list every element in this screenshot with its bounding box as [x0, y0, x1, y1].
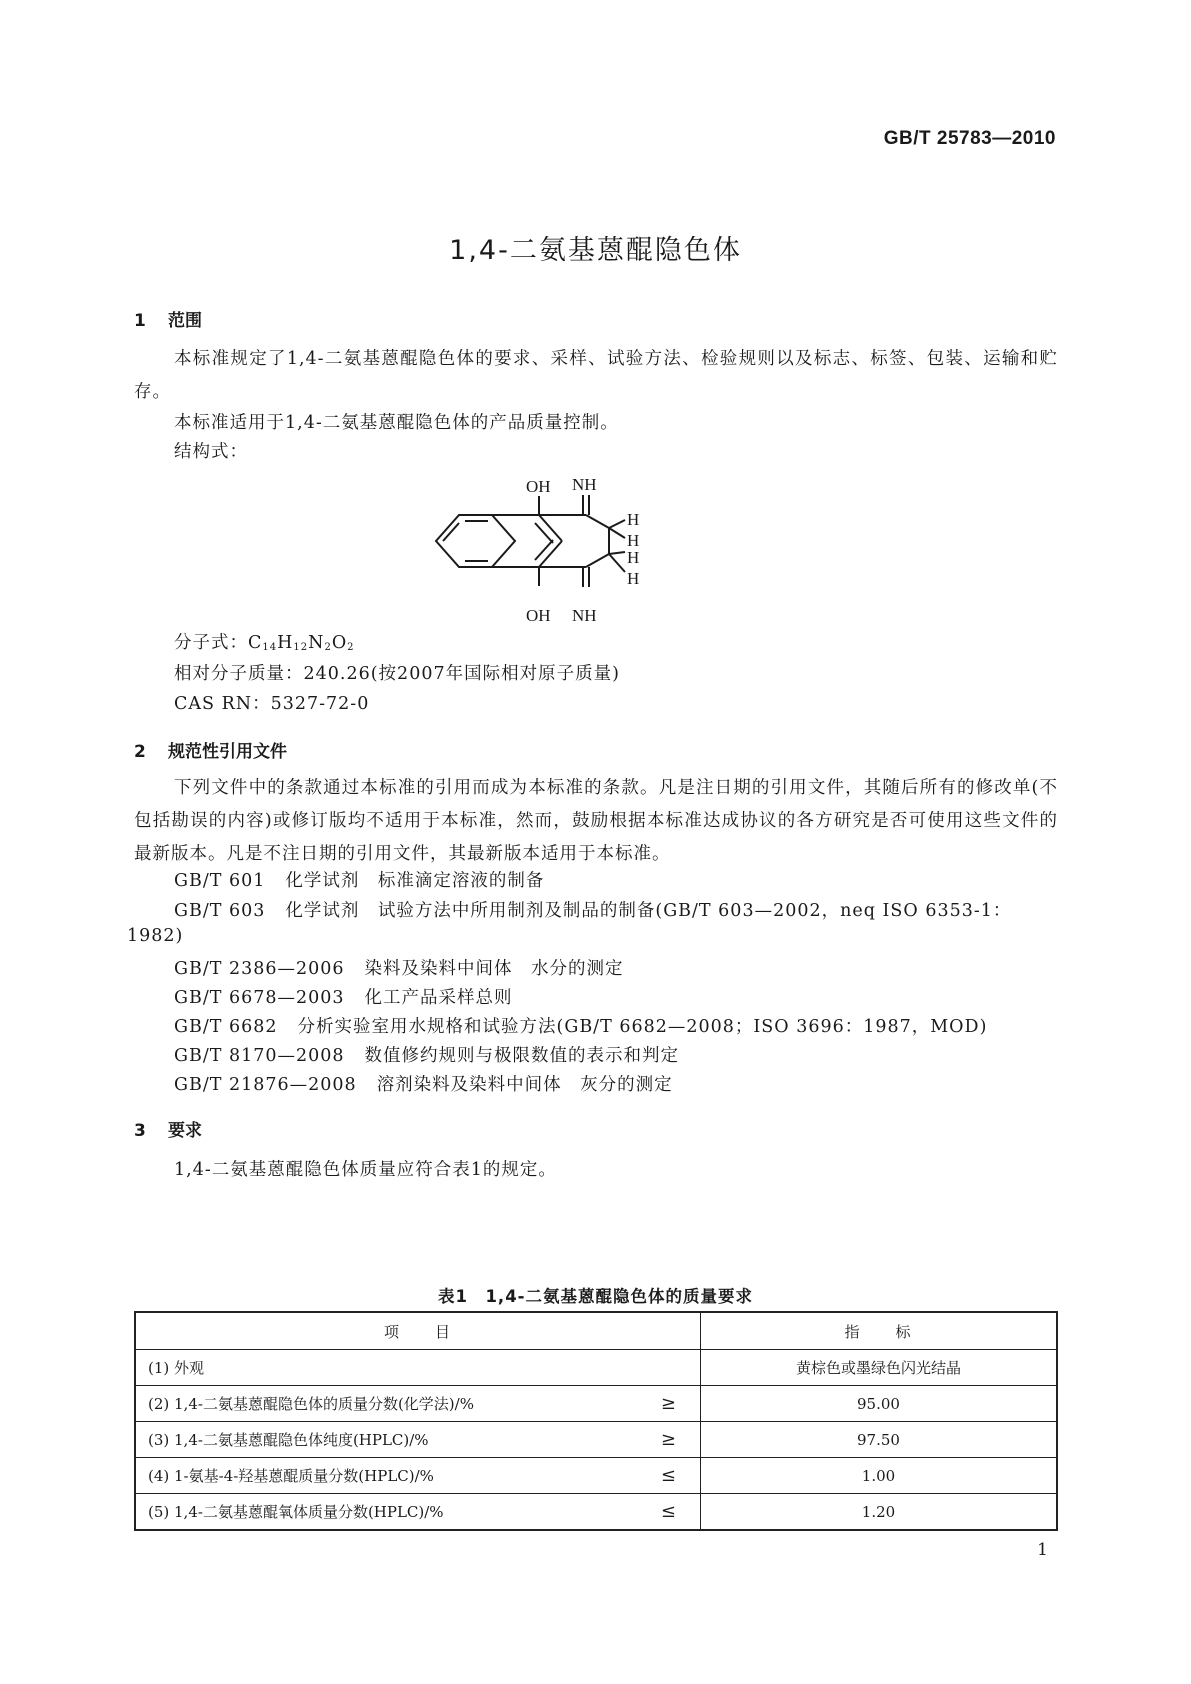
- label-oh-bottom: OH: [526, 606, 551, 625]
- label-h-1: H: [627, 510, 640, 529]
- structure-label: 结构式：: [174, 442, 248, 462]
- section-title: 范围: [168, 311, 202, 331]
- reference-item: GB/T 603 化学试剂 试验方法中所用制剂及制品的制备(GB/T 603—2002，neq ISO 6353-1：: [174, 901, 1012, 921]
- comparison-symbol: ≤: [660, 1465, 676, 1486]
- label-h-4: H: [627, 569, 640, 588]
- reference-item: GB/T 21876—2008 溶剂染料及染料中间体 灰分的测定: [174, 1075, 673, 1095]
- table-row: [135, 1458, 1057, 1494]
- reference-item: GB/T 6678—2003 化工产品采样总则: [174, 988, 513, 1008]
- document-title: 1,4-二氨基蒽醌隐色体: [449, 235, 742, 266]
- table-row: [135, 1494, 1057, 1531]
- structural-formula-diagram: [420, 468, 680, 628]
- label-h-2: H: [627, 531, 640, 550]
- comparison-symbol: ≤: [660, 1501, 676, 1522]
- item-cell: (3) 1,4-二氨基蒽醌隐色体纯度(HPLC)/% ≥: [135, 1422, 701, 1458]
- scope-paragraph: 本标准规定了1,4-二氨基蒽醌隐色体的要求、采样、试验方法、检验规则以及标志、标签、包装、运输和贮存。: [134, 349, 1058, 402]
- section-number: 1: [134, 311, 146, 331]
- section-2-heading: [134, 737, 287, 762]
- label-h-3: H: [627, 548, 640, 567]
- label-oh-top: OH: [526, 477, 551, 496]
- table-row: [135, 1386, 1057, 1422]
- benzene-ring-left: [436, 515, 515, 567]
- references-paragraph: 下列文件中的条款通过本标准的引用而成为本标准的条款。凡是注日期的引用文件，其随后所有的修改单(不包括勘误的内容)或修订版均不适用于本标准，然而，鼓励根据本标准达成协议的各方研究是否可使用这些文件的最新版本。凡是不注日期的引用文件，其最新版本适用于本标准。: [134, 778, 1058, 864]
- reference-item: GB/T 8170—2008 数值修约规则与极限数值的表示和判定: [174, 1046, 680, 1066]
- reference-item: GB/T 2386—2006 染料及染料中间体 水分的测定: [174, 959, 624, 979]
- table-row: [135, 1422, 1057, 1458]
- column-header-value: 指 标: [701, 1312, 1058, 1350]
- value-cell: 黄棕色或墨绿色闪光结晶: [701, 1350, 1058, 1386]
- reference-item: GB/T 601 化学试剂 标准滴定溶液的制备: [174, 871, 545, 891]
- reference-item: GB/T 6682 分析实验室用水规格和试验方法(GB/T 6682—2008；ISO 3696：1987，MOD): [174, 1017, 988, 1037]
- quality-requirements-table: [134, 1311, 1058, 1531]
- molecular-mass: 相对分子质量：240.26(按2007年国际相对原子质量): [174, 664, 620, 684]
- standard-number: GB/T 25783—2010: [883, 128, 1056, 149]
- column-header-item: 项 目: [135, 1312, 701, 1350]
- item-cell: (2) 1,4-二氨基蒽醌隐色体的质量分数(化学法)/% ≥: [135, 1386, 701, 1422]
- item-cell: (1) 外观: [135, 1350, 701, 1386]
- value-cell: 1.00: [701, 1458, 1058, 1494]
- section-title: 规范性引用文件: [168, 742, 287, 762]
- section-3-heading: [134, 1116, 202, 1141]
- reference-item-continuation: 1982): [127, 926, 184, 946]
- item-cell: (4) 1-氨基-4-羟基蒽醌质量分数(HPLC)/% ≤: [135, 1458, 701, 1494]
- value-cell: 1.20: [701, 1494, 1058, 1531]
- section-number: 3: [134, 1121, 146, 1141]
- table-header-row: [135, 1312, 1057, 1350]
- cas-number: CAS RN：5327-72-0: [174, 694, 370, 714]
- table-row: [135, 1350, 1057, 1386]
- item-cell: (5) 1,4-二氨基蒽醌氧体质量分数(HPLC)/% ≤: [135, 1494, 701, 1531]
- label-nh-bottom: NH: [572, 606, 597, 625]
- label-nh-top: NH: [572, 475, 597, 494]
- page-number: 1: [1037, 1540, 1048, 1560]
- formula-label: 分子式：: [174, 633, 248, 653]
- section-1-heading: [134, 306, 202, 331]
- table-caption: 表1 1,4-二氨基蒽醌隐色体的质量要求: [437, 1287, 754, 1306]
- comparison-symbol: ≥: [660, 1393, 676, 1414]
- section-number: 2: [134, 742, 146, 762]
- scope-application: 本标准适用于1,4-二氨基蒽醌隐色体的产品质量控制。: [174, 413, 619, 433]
- value-cell: 97.50: [701, 1422, 1058, 1458]
- molecular-formula: 分子式：$C_{14}H_{12}N_2O_2$: [174, 633, 355, 653]
- section-title: 要求: [168, 1121, 202, 1141]
- requirements-paragraph: 1,4-二氨基蒽醌隐色体质量应符合表1的规定。: [174, 1160, 557, 1180]
- comparison-symbol: ≥: [660, 1429, 676, 1450]
- value-cell: 95.00: [701, 1386, 1058, 1422]
